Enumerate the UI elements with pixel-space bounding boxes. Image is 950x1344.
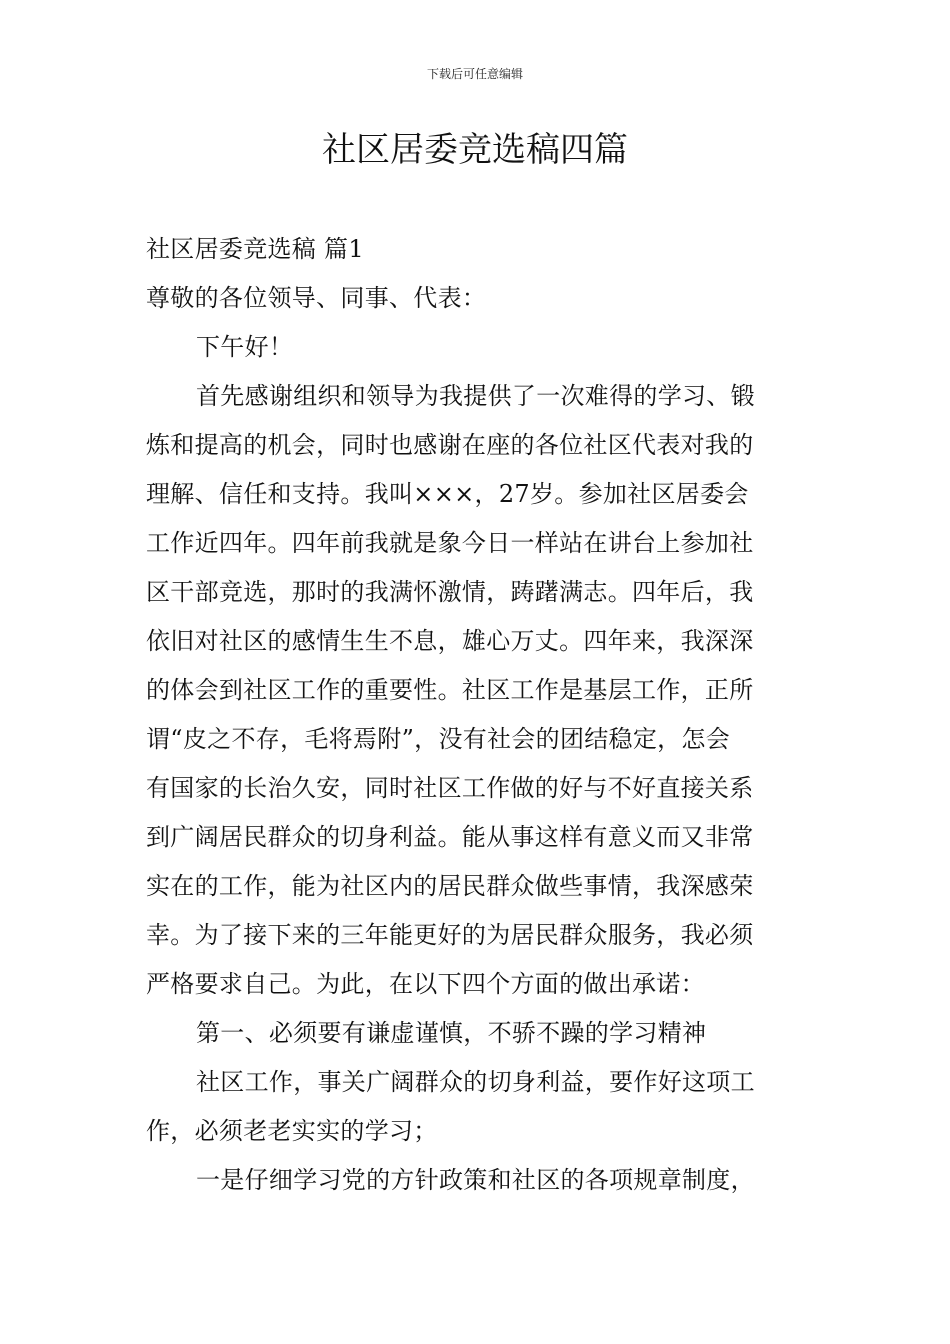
body-line: 到广阔居民群众的切身利益。能从事这样有意义而又非常 bbox=[146, 823, 754, 851]
body-line: 幸。为了接下来的三年能更好的为居民群众服务，我必须 bbox=[146, 921, 754, 949]
document-body bbox=[146, 225, 806, 1205]
body-line: 尊敬的各位领导、同事、代表： bbox=[146, 284, 487, 312]
body-line: 社区工作，事关广阔群众的切身利益，要作好这项工 bbox=[196, 1068, 755, 1096]
document-title: 社区居委竞选稿四篇 bbox=[322, 130, 628, 170]
body-line: 工作近四年。四年前我就是象今日一样站在讲台上参加社 bbox=[146, 529, 754, 557]
body-line: 理解、信任和支持。我叫×××，27岁。参加社区居委会 bbox=[146, 480, 749, 508]
body-line: 有国家的长治久安，同时社区工作做的好与不好直接关系 bbox=[146, 774, 754, 802]
body-line: 一是仔细学习党的方针政策和社区的各项规章制度， bbox=[196, 1166, 755, 1194]
body-line: 谓“皮之不存，毛将焉附”，没有社会的团结稳定，怎会 bbox=[146, 725, 731, 753]
body-line: 下午好！ bbox=[196, 333, 294, 361]
body-line: 作，必须老老实实的学习； bbox=[146, 1117, 438, 1145]
body-line: 炼和提高的机会，同时也感谢在座的各位社区代表对我的 bbox=[146, 431, 754, 459]
body-line: 社区居委竞选稿 篇1 bbox=[146, 235, 364, 263]
body-line: 第一、必须要有谦虚谨慎，不骄不躁的学习精神 bbox=[196, 1019, 707, 1047]
body-line: 实在的工作，能为社区内的居民群众做些事情，我深感荣 bbox=[146, 872, 754, 900]
body-line: 区干部竞选，那时的我满怀激情，踌躇满志。四年后，我 bbox=[146, 578, 754, 606]
header-note: 下载后可任意编辑 bbox=[426, 67, 523, 81]
body-line: 的体会到社区工作的重要性。社区工作是基层工作，正所 bbox=[146, 676, 754, 704]
body-line: 严格要求自己。为此，在以下四个方面的做出承诺： bbox=[146, 970, 705, 998]
body-line: 首先感谢组织和领导为我提供了一次难得的学习、锻 bbox=[196, 382, 755, 410]
body-line: 依旧对社区的感情生生不息，雄心万丈。四年来，我深深 bbox=[146, 627, 754, 655]
